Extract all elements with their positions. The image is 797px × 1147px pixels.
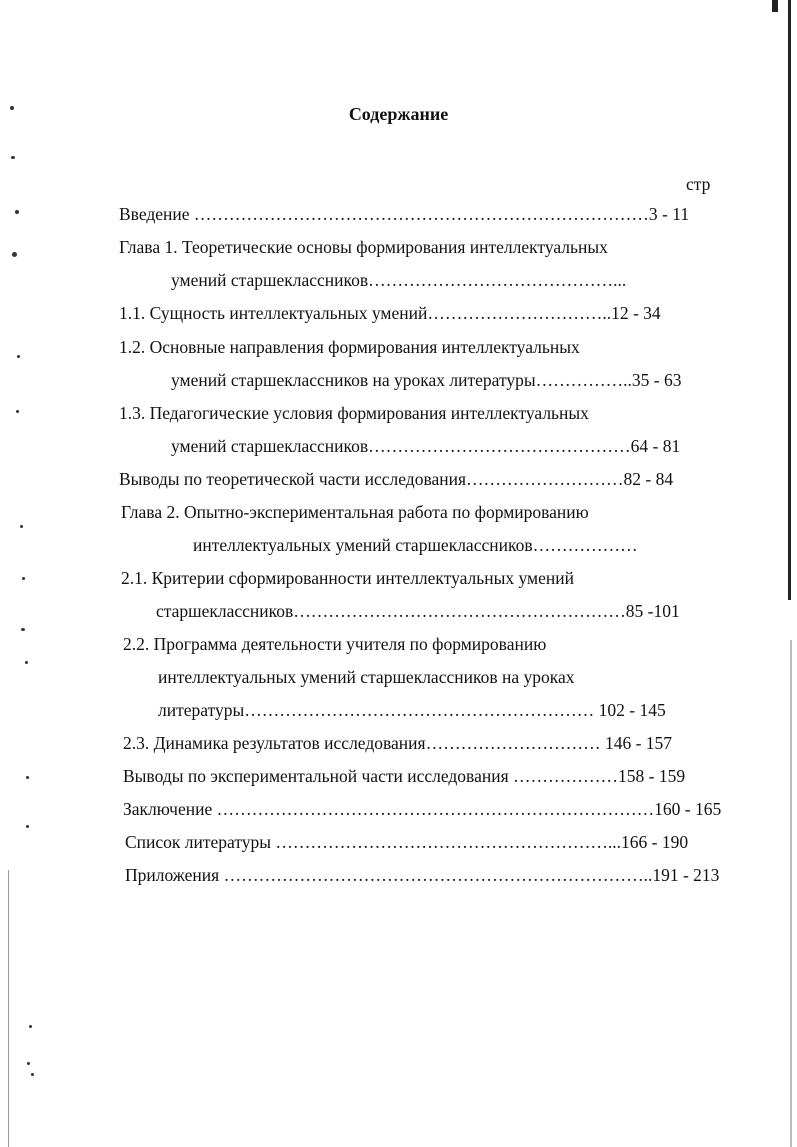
scan-speck: [31, 1073, 34, 1076]
toc-entry-2-2-cont: [158, 666, 574, 688]
toc-entry-text: Выводы по экспериментальной части исследования ………………158 - 159: [123, 766, 686, 786]
toc-entry-introduction: [119, 203, 689, 225]
toc-entry-theory-conclusions: [119, 468, 673, 490]
scan-speck: [22, 577, 25, 580]
toc-entry-text: 1.2. Основные направления формирования интеллектуальных: [119, 337, 580, 357]
scan-speck: [15, 210, 19, 214]
toc-entry-1-1: [119, 302, 661, 324]
toc-entry-experiment-conclusions: [123, 765, 685, 787]
toc-entry-text: Список литературы …………………………………………………...166 - 190: [125, 832, 689, 852]
toc-entry-text: интеллектуальных умений старшеклассников………………: [193, 535, 638, 555]
toc-entry-2-1: [121, 567, 574, 589]
scan-speck: [27, 1062, 30, 1065]
page-title: Содержание: [348, 104, 449, 124]
toc-entry-conclusion: [123, 798, 721, 820]
toc-entry-text: 1.3. Педагогические условия формирования интеллектуальных: [119, 403, 589, 423]
toc-entry-chapter-2: [121, 501, 589, 523]
toc-entry-text: 2.1. Критерии сформированности интеллектуальных умений: [121, 568, 574, 588]
toc-entry-text: Выводы по теоретической части исследования………………………82 - 84: [119, 469, 674, 489]
scan-edge-left: [8, 870, 9, 1147]
toc-entry-2-2: [123, 633, 546, 655]
toc-entry-text: Введение ……………………………………………………………………3 - 11: [119, 204, 690, 224]
toc-entry-text: умений старшеклассников……………………………………...: [171, 270, 627, 290]
scan-speck: [21, 628, 25, 631]
scan-speck: [26, 825, 29, 828]
toc-entry-text: Заключение …………………………………………………………………160 - 165: [123, 799, 722, 819]
scan-speck: [12, 252, 17, 257]
toc-entry-1-2-cont: [171, 369, 681, 391]
toc-entry-text: интеллектуальных умений старшеклассников на уроках: [158, 667, 575, 687]
scan-speck: [25, 661, 28, 664]
toc-entry-text: умений старшеклассников на уроках литературы……………..35 - 63: [171, 370, 682, 390]
toc-entry-text: 1.1. Сущность интеллектуальных умений…………………………..12 - 34: [119, 303, 661, 323]
scan-speck: [16, 410, 19, 413]
toc-entry-1-2: [119, 336, 580, 358]
scan-speck: [26, 776, 29, 779]
toc-entry-text: Приложения ………………………………………………………………..191 - 213: [125, 865, 720, 885]
toc-entry-2-2-cont2: [158, 699, 666, 721]
toc-entry-1-3-cont: [171, 435, 680, 457]
toc-entry-text: 2.2. Программа деятельности учителя по формированию: [123, 634, 547, 654]
toc-entry-chapter-2-cont: [193, 534, 638, 556]
toc-entry-bibliography: [125, 831, 688, 853]
toc-entry-text: Глава 2. Опытно-экспериментальная работа по формированию: [121, 502, 589, 522]
toc-entry-appendices: [125, 864, 719, 886]
toc-entry-text: литературы…………………………………………………… 102 - 145: [158, 700, 666, 720]
toc-entry-chapter-1-cont: [171, 269, 626, 291]
toc-entry-text: старшеклассников…………………………………………………85 -101: [156, 601, 680, 621]
toc-entry-text: 2.3. Динамика результатов исследования………………………… 146 - 157: [123, 733, 673, 753]
toc-entry-text: умений старшеклассников………………………………………64 - 81: [171, 436, 681, 456]
page-column-label: стр: [686, 174, 711, 194]
toc-entry-1-3: [119, 402, 589, 424]
toc-entry-chapter-1: [119, 236, 608, 258]
scan-corner-mark: [772, 0, 778, 12]
toc-entry-text: Глава 1. Теоретические основы формирования интеллектуальных: [119, 237, 608, 257]
scan-edge-right: [788, 0, 791, 600]
toc-entry-2-3: [123, 732, 672, 754]
toc-entry-2-1-cont: [156, 600, 680, 622]
scan-speck: [29, 1025, 32, 1028]
scan-speck: [11, 156, 15, 159]
scan-speck: [17, 355, 20, 358]
scan-speck: [20, 525, 23, 528]
scan-edge-right-lower: [790, 640, 792, 1147]
